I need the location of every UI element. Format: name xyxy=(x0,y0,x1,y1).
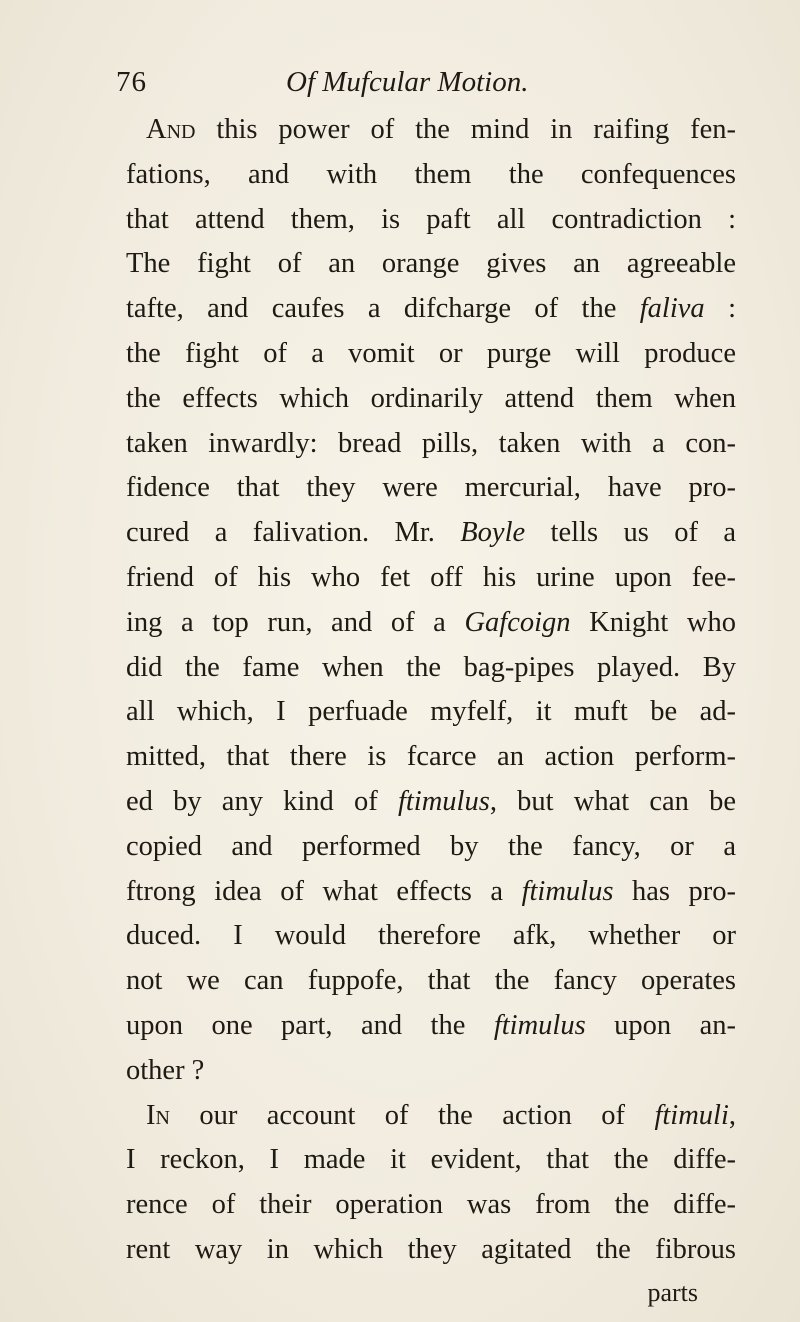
text-line xyxy=(126,1004,736,1049)
text-line: mitted, that there is fcarce an action perform- xyxy=(126,741,736,773)
page-number: 76 xyxy=(116,66,147,98)
text-line: friend of his who fet off his urine upon fee- xyxy=(126,561,736,593)
text-segment: Knight who xyxy=(570,606,736,638)
text-line xyxy=(126,601,736,646)
text-line: the effects which ordinarily attend them when xyxy=(126,382,736,414)
text-segment: ed by any kind of xyxy=(126,785,398,817)
drop-word: In xyxy=(146,1099,170,1131)
running-head xyxy=(116,66,760,106)
text-segment: , xyxy=(728,1099,736,1131)
italic-term: ftimulus xyxy=(493,1009,586,1041)
text-line: all which, I perfuade myfelf, it muft be ad- xyxy=(126,696,736,728)
body-text xyxy=(126,108,736,1313)
running-title: Of Mufcular Motion. xyxy=(286,66,529,98)
text-segment: , but what can be xyxy=(489,785,736,817)
paragraph-2 xyxy=(126,1094,736,1273)
italic-term: ftimulus xyxy=(397,785,490,817)
text-line-content: this power of the mind in raifing fen- xyxy=(195,114,736,145)
text-line: taken inwardly: bread pills, taken with a con- xyxy=(126,427,736,459)
text-line: copied and performed by the fancy, or a xyxy=(126,830,736,862)
text-line: other ? xyxy=(126,1054,205,1086)
text-segment: upon an- xyxy=(585,1009,736,1041)
italic-term: faliva xyxy=(639,293,705,325)
text-line xyxy=(126,108,736,153)
italic-name: Gafcoign xyxy=(464,606,571,638)
italic-term: ftimulus xyxy=(521,875,614,907)
drop-word: And xyxy=(146,114,196,145)
catchword: parts xyxy=(647,1277,698,1307)
text-segment: our account of the action of xyxy=(169,1099,655,1131)
text-line xyxy=(126,780,736,825)
text-segment: ing a top run, and of a xyxy=(126,606,465,638)
text-segment: : xyxy=(704,293,736,325)
text-line xyxy=(126,1094,736,1139)
text-line xyxy=(126,287,736,332)
text-line: fations, and with them the confequences xyxy=(126,158,736,190)
text-line xyxy=(126,511,736,556)
italic-name: Boyle xyxy=(460,517,526,549)
text-segment: upon one part, and the xyxy=(126,1009,494,1041)
text-line: the fight of a vomit or purge will produce xyxy=(126,337,736,369)
text-segment: tells us of a xyxy=(525,517,736,549)
text-line: duced. I would therefore afk, whether or xyxy=(126,920,736,952)
paragraph-1 xyxy=(126,108,736,1094)
text-line: that attend them, is paft all contradiction : xyxy=(126,203,736,235)
text-segment: tafte, and caufes a difcharge of the xyxy=(126,293,640,325)
italic-term: ftimuli xyxy=(654,1099,729,1131)
text-line: rence of their operation was from the diffe- xyxy=(126,1189,736,1221)
text-line: The fight of an orange gives an agreeable xyxy=(126,248,736,280)
text-line: I reckon, I made it evident, that the diffe- xyxy=(126,1144,736,1176)
text-line: rent way in which they agitated the fibrous xyxy=(126,1233,736,1265)
text-segment: has pro- xyxy=(613,875,736,907)
text-line xyxy=(126,870,736,915)
text-segment: ftrong idea of what effects a xyxy=(126,875,522,907)
text-line: fidence that they were mercurial, have pro- xyxy=(126,472,736,504)
text-line: did the fame when the bag-pipes played. By xyxy=(126,651,736,683)
text-line: not we can fuppofe, that the fancy operates xyxy=(126,965,736,997)
text-segment: cured a falivation. Mr. xyxy=(126,517,461,549)
